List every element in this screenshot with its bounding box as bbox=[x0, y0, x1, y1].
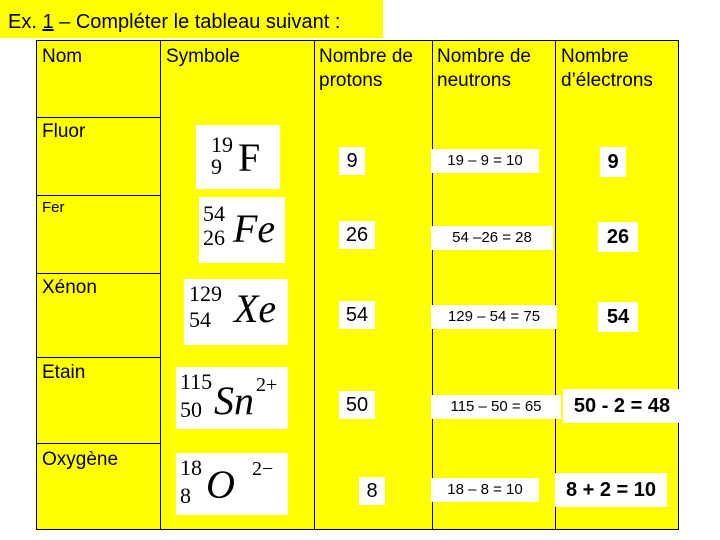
title-prefix: Ex. bbox=[8, 11, 43, 33]
element-name-fer: Fer bbox=[42, 199, 65, 216]
elements-table bbox=[36, 40, 679, 530]
column-divider bbox=[314, 41, 315, 529]
neutrons-fer: 54 –26 = 28 bbox=[431, 226, 553, 250]
column-divider bbox=[160, 41, 161, 529]
protons-etain: 50 bbox=[339, 391, 375, 419]
element-symbol: F bbox=[238, 135, 261, 180]
symbol-xenon bbox=[184, 279, 288, 345]
title-number: 1 bbox=[42, 11, 54, 33]
mass-number: 18 bbox=[180, 455, 202, 480]
header-neutrons-line1: Nombre de bbox=[437, 46, 531, 67]
neutrons-oxygene: 18 – 8 = 10 bbox=[431, 478, 539, 502]
header-neutrons-line2: neutrons bbox=[437, 70, 511, 91]
column-divider bbox=[432, 41, 433, 529]
header-nom: Nom bbox=[42, 46, 83, 67]
header-protons bbox=[319, 45, 413, 93]
exercise-title bbox=[0, 0, 383, 38]
ion-charge: 2+ bbox=[256, 374, 278, 396]
column-divider bbox=[555, 41, 556, 529]
element-name-fluor: Fluor bbox=[42, 121, 86, 142]
electrons-xenon: 54 bbox=[598, 302, 638, 332]
atomic-number: 54 bbox=[189, 307, 211, 332]
element-name-etain: Etain bbox=[42, 362, 86, 383]
mass-number: 19 bbox=[211, 132, 233, 157]
electrons-etain: 50 - 2 = 48 bbox=[563, 389, 681, 423]
header-electrons-line1: Nombre bbox=[561, 46, 629, 67]
row-divider bbox=[37, 195, 160, 196]
symbol-oxygene bbox=[176, 453, 288, 515]
header-electrons bbox=[561, 45, 653, 93]
element-symbol: Sn bbox=[214, 378, 254, 423]
atomic-number: 9 bbox=[211, 154, 222, 179]
protons-fer: 26 bbox=[339, 221, 375, 249]
symbol-fluor bbox=[196, 125, 280, 189]
element-name-xenon: Xénon bbox=[42, 277, 97, 298]
title-text: – Compléter le tableau suivant : bbox=[53, 11, 341, 33]
header-neutrons bbox=[437, 45, 531, 93]
atomic-number: 50 bbox=[180, 397, 202, 422]
atomic-number: 8 bbox=[180, 483, 191, 508]
electrons-oxygene: 8 + 2 = 10 bbox=[555, 473, 667, 507]
neutrons-etain: 115 – 50 = 65 bbox=[431, 395, 561, 419]
row-divider bbox=[37, 443, 160, 444]
header-symbole: Symbole bbox=[166, 46, 240, 67]
mass-number: 54 bbox=[203, 201, 225, 226]
protons-fluor: 9 bbox=[339, 147, 365, 175]
symbol-fer bbox=[199, 197, 285, 263]
ion-charge: 2− bbox=[252, 458, 274, 480]
header-electrons-line2: d’électrons bbox=[561, 70, 653, 91]
neutrons-xenon: 129 – 54 = 75 bbox=[431, 305, 557, 329]
mass-number: 115 bbox=[180, 369, 213, 394]
element-name-oxygene: Oxygène bbox=[42, 449, 119, 470]
neutrons-fluor: 19 – 9 = 10 bbox=[431, 149, 539, 173]
symbol-etain bbox=[176, 367, 288, 429]
protons-xenon: 54 bbox=[339, 301, 375, 329]
element-symbol: Fe bbox=[233, 206, 276, 251]
element-symbol: O bbox=[206, 462, 235, 507]
header-protons-line1: Nombre de bbox=[319, 46, 413, 67]
mass-number: 129 bbox=[189, 281, 222, 306]
row-divider bbox=[37, 117, 160, 118]
row-divider bbox=[37, 357, 160, 358]
electrons-fer: 26 bbox=[598, 222, 638, 252]
row-divider bbox=[37, 273, 160, 274]
element-symbol: Xe bbox=[234, 286, 277, 331]
header-protons-line2: protons bbox=[319, 70, 383, 91]
atomic-number: 26 bbox=[203, 225, 225, 250]
electrons-fluor: 9 bbox=[600, 147, 626, 177]
protons-oxygene: 8 bbox=[359, 477, 385, 505]
